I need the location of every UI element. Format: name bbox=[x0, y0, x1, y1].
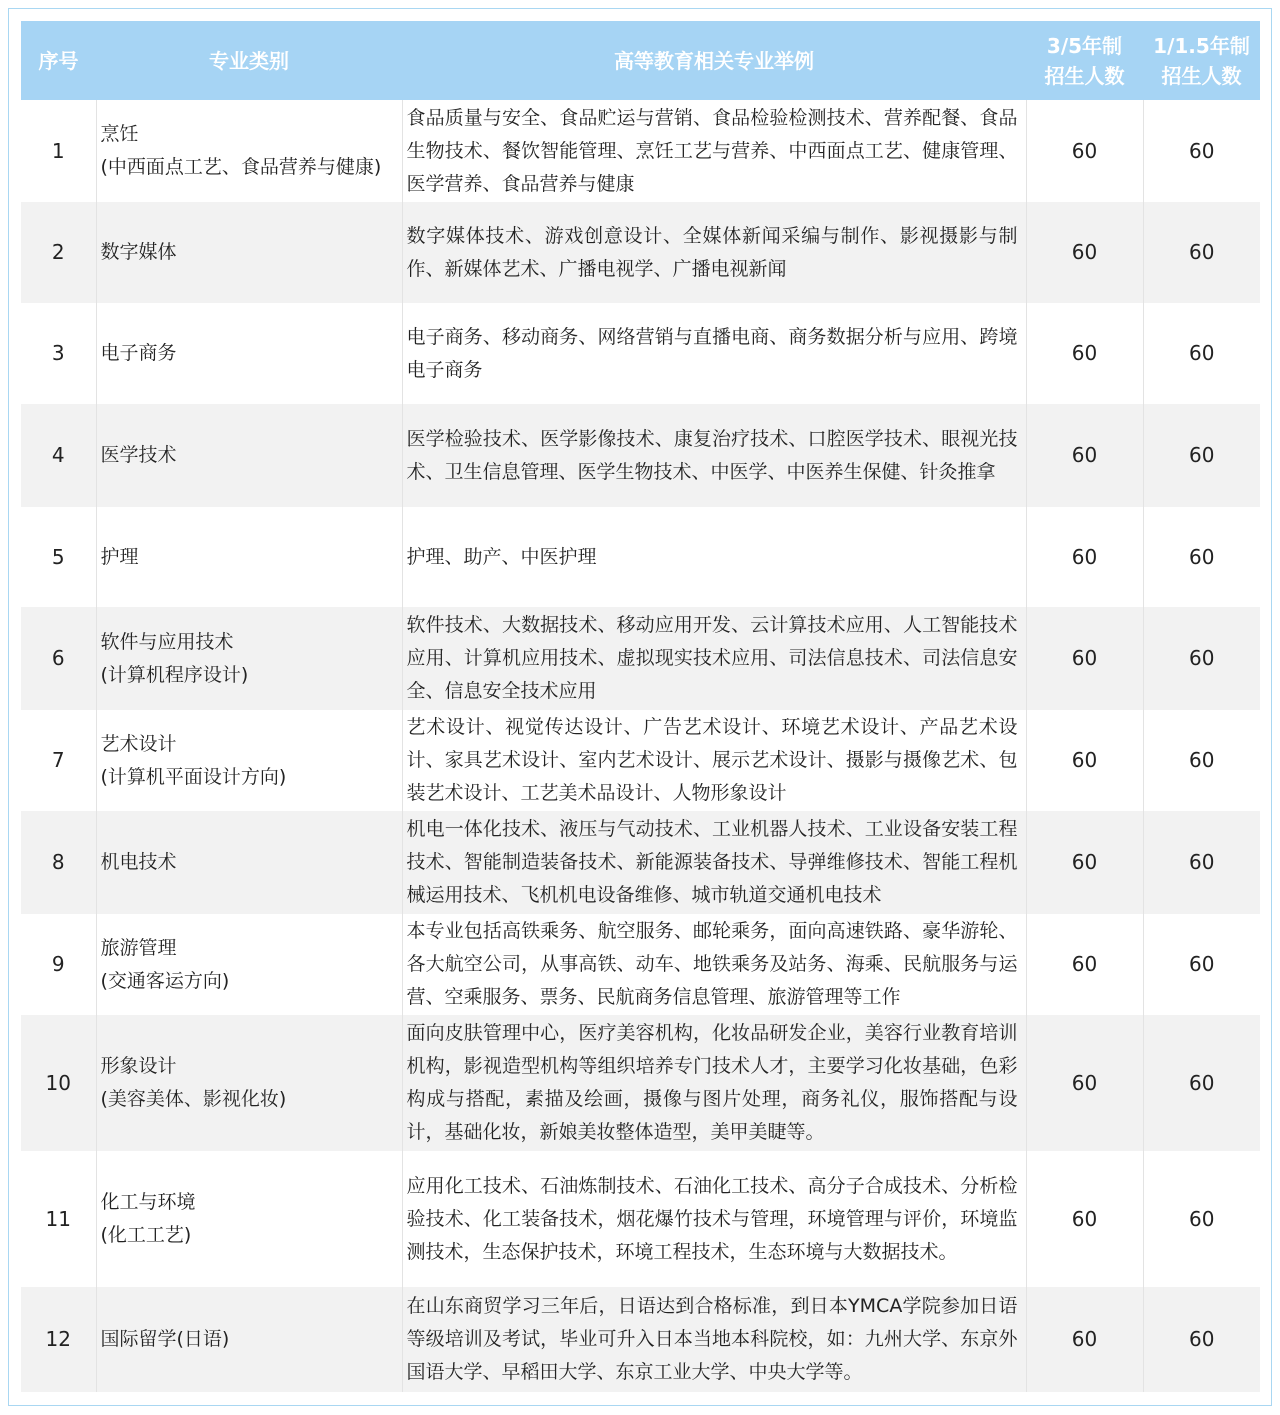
table-row bbox=[21, 1151, 1260, 1287]
major-examples: 电子商务、移动商务、网络营销与直播电商、商务数据分析与应用、跨境电子商务 bbox=[402, 303, 1026, 404]
category-subtitle: (中西面点工艺、食品营养与健康) bbox=[100, 156, 382, 178]
enrollment-3-5-year: 60 bbox=[1026, 507, 1143, 607]
table-row bbox=[21, 202, 1260, 303]
row-number: 8 bbox=[21, 811, 96, 914]
table-row bbox=[21, 303, 1260, 404]
category-cell bbox=[96, 100, 402, 202]
enrollment-1-1-5-year: 60 bbox=[1143, 202, 1260, 303]
category-subtitle: (化工工艺) bbox=[100, 1224, 192, 1246]
enrollment-3-5-year: 60 bbox=[1026, 303, 1143, 404]
row-number: 1 bbox=[21, 100, 96, 202]
enrollment-1-1-5-year: 60 bbox=[1143, 1151, 1260, 1287]
enrollment-3-5-year: 60 bbox=[1026, 404, 1143, 507]
enrollment-3-5-year: 60 bbox=[1026, 1287, 1143, 1392]
major-examples: 数字媒体技术、游戏创意设计、全媒体新闻采编与制作、影视摄影与制作、新媒体艺术、广播电视学、广播电视新闻 bbox=[402, 202, 1026, 303]
category-cell bbox=[96, 404, 402, 507]
category-subtitle: (美容美体、影视化妆) bbox=[100, 1088, 287, 1110]
header-enrollment-3-5-line1: 3/5年制 bbox=[1046, 33, 1123, 58]
enrollment-table bbox=[21, 21, 1260, 1392]
category-cell bbox=[96, 1287, 402, 1392]
row-number: 2 bbox=[21, 202, 96, 303]
enrollment-3-5-year: 60 bbox=[1026, 1151, 1143, 1287]
row-number: 7 bbox=[21, 710, 96, 811]
row-number: 9 bbox=[21, 914, 96, 1015]
major-examples: 医学检验技术、医学影像技术、康复治疗技术、口腔医学技术、眼视光技术、卫生信息管理、医学生物技术、中医学、中医养生保健、针灸推拿 bbox=[402, 404, 1026, 507]
category-cell bbox=[96, 507, 402, 607]
major-examples: 食品质量与安全、食品贮运与营销、食品检验检测技术、营养配餐、食品生物技术、餐饮智能管理、烹饪工艺与营养、中西面点工艺、健康管理、医学营养、食品营养与健康 bbox=[402, 100, 1026, 202]
category-name: 医学技术 bbox=[100, 444, 177, 466]
enrollment-3-5-year: 60 bbox=[1026, 914, 1143, 1015]
category-cell bbox=[96, 303, 402, 404]
enrollment-1-1-5-year: 60 bbox=[1143, 1287, 1260, 1392]
category-name: 护理 bbox=[100, 545, 139, 568]
major-examples: 面向皮肤管理中心，医疗美容机构，化妆品研发企业，美容行业教育培训机构，影视造型机构等组织培养专门技术人才，主要学习化妆基础，色彩构成与搭配，素描及绘画，摄像与图片处理，商务礼仪，服饰搭配与设计，基础化妆，新娘美妆整体造型，美甲美睫等。 bbox=[402, 1015, 1026, 1151]
enrollment-1-1-5-year: 60 bbox=[1143, 1015, 1260, 1151]
row-number: 12 bbox=[21, 1287, 96, 1392]
enrollment-3-5-year: 60 bbox=[1026, 100, 1143, 202]
enrollment-1-1-5-year: 60 bbox=[1143, 404, 1260, 507]
table-row bbox=[21, 811, 1260, 914]
category-subtitle: (计算机平面设计方向) bbox=[100, 765, 287, 788]
enrollment-1-1-5-year: 60 bbox=[1143, 507, 1260, 607]
enrollment-3-5-year: 60 bbox=[1026, 710, 1143, 811]
header-category: 专业类别 bbox=[96, 21, 402, 100]
header-enrollment-3-5-year bbox=[1026, 21, 1143, 100]
enrollment-1-1-5-year: 60 bbox=[1143, 710, 1260, 811]
category-subtitle: (交通客运方向) bbox=[100, 969, 230, 992]
category-cell bbox=[96, 811, 402, 914]
header-enrollment-1-1-5-line1: 1/1.5年制 bbox=[1153, 33, 1250, 58]
category-name: 形象设计 bbox=[100, 1055, 177, 1077]
table-row bbox=[21, 914, 1260, 1015]
header-enrollment-1-1-5-line2: 招生人数 bbox=[1161, 63, 1242, 88]
table-row bbox=[21, 404, 1260, 507]
table-body bbox=[21, 100, 1260, 1392]
category-name: 艺术设计 bbox=[100, 732, 177, 755]
major-examples: 艺术设计、视觉传达设计、广告艺术设计、环境艺术设计、产品艺术设计、家具艺术设计、室内艺术设计、展示艺术设计、摄影与摄像艺术、包装艺术设计、工艺美术品设计、人物形象设计 bbox=[402, 710, 1026, 811]
category-name: 国际留学(日语) bbox=[100, 1328, 230, 1350]
header-enrollment-1-1-5-year bbox=[1143, 21, 1260, 100]
table-row bbox=[21, 507, 1260, 607]
category-name: 软件与应用技术 bbox=[100, 630, 234, 653]
enrollment-3-5-year: 60 bbox=[1026, 811, 1143, 914]
major-examples: 应用化工技术、石油炼制技术、石油化工技术、高分子合成技术、分析检验技术、化工装备技术，烟花爆竹技术与管理，环境管理与评价，环境监测技术，生态保护技术，环境工程技术，生态环境与大数据技术。 bbox=[402, 1151, 1026, 1287]
enrollment-3-5-year: 60 bbox=[1026, 607, 1143, 710]
category-cell bbox=[96, 710, 402, 811]
table-row bbox=[21, 1015, 1260, 1151]
major-examples: 在山东商贸学习三年后，日语达到合格标准，到日本YMCA学院参加日语等级培训及考试，毕业可升入日本当地本科院校，如：九州大学、东京外国语大学、早稻田大学、东京工业大学、中央大学等。 bbox=[402, 1287, 1026, 1392]
row-number: 3 bbox=[21, 303, 96, 404]
category-cell bbox=[96, 607, 402, 710]
enrollment-1-1-5-year: 60 bbox=[1143, 100, 1260, 202]
category-cell bbox=[96, 202, 402, 303]
header-examples: 高等教育相关专业举例 bbox=[402, 21, 1026, 100]
table-row bbox=[21, 100, 1260, 202]
category-cell bbox=[96, 1151, 402, 1287]
category-subtitle: (计算机程序设计) bbox=[100, 663, 249, 686]
major-examples: 本专业包括高铁乘务、航空服务、邮轮乘务，面向高速铁路、豪华游轮、各大航空公司，从事高铁、动车、地铁乘务及站务、海乘、民航服务与运营、空乘服务、票务、民航商务信息管理、旅游管理等工作 bbox=[402, 914, 1026, 1015]
header-enrollment-3-5-line2: 招生人数 bbox=[1044, 63, 1125, 88]
category-cell bbox=[96, 1015, 402, 1151]
enrollment-3-5-year: 60 bbox=[1026, 202, 1143, 303]
row-number: 5 bbox=[21, 507, 96, 607]
major-examples: 软件技术、大数据技术、移动应用开发、云计算技术应用、人工智能技术应用、计算机应用技术、虚拟现实技术应用、司法信息技术、司法信息安全、信息安全技术应用 bbox=[402, 607, 1026, 710]
header-no: 序号 bbox=[21, 21, 96, 100]
category-name: 机电技术 bbox=[100, 851, 177, 873]
row-number: 6 bbox=[21, 607, 96, 710]
row-number: 11 bbox=[21, 1151, 96, 1287]
enrollment-3-5-year: 60 bbox=[1026, 1015, 1143, 1151]
enrollment-1-1-5-year: 60 bbox=[1143, 811, 1260, 914]
table-row bbox=[21, 710, 1260, 811]
category-name: 烹饪 bbox=[100, 123, 139, 145]
major-examples: 护理、助产、中医护理 bbox=[402, 507, 1026, 607]
major-examples: 机电一体化技术、液压与气动技术、工业机器人技术、工业设备安装工程技术、智能制造装备技术、新能源装备技术、导弹维修技术、智能工程机械运用技术、飞机机电设备维修、城市轨道交通机电技术 bbox=[402, 811, 1026, 914]
enrollment-1-1-5-year: 60 bbox=[1143, 303, 1260, 404]
category-cell bbox=[96, 914, 402, 1015]
table-row bbox=[21, 1287, 1260, 1392]
table-row bbox=[21, 607, 1260, 710]
enrollment-1-1-5-year: 60 bbox=[1143, 607, 1260, 710]
row-number: 4 bbox=[21, 404, 96, 507]
table-header bbox=[21, 21, 1260, 100]
category-name: 数字媒体 bbox=[100, 241, 177, 263]
category-name: 电子商务 bbox=[100, 342, 177, 364]
row-number: 10 bbox=[21, 1015, 96, 1151]
category-name: 旅游管理 bbox=[100, 936, 177, 959]
category-name: 化工与环境 bbox=[100, 1191, 196, 1213]
enrollment-1-1-5-year: 60 bbox=[1143, 914, 1260, 1015]
